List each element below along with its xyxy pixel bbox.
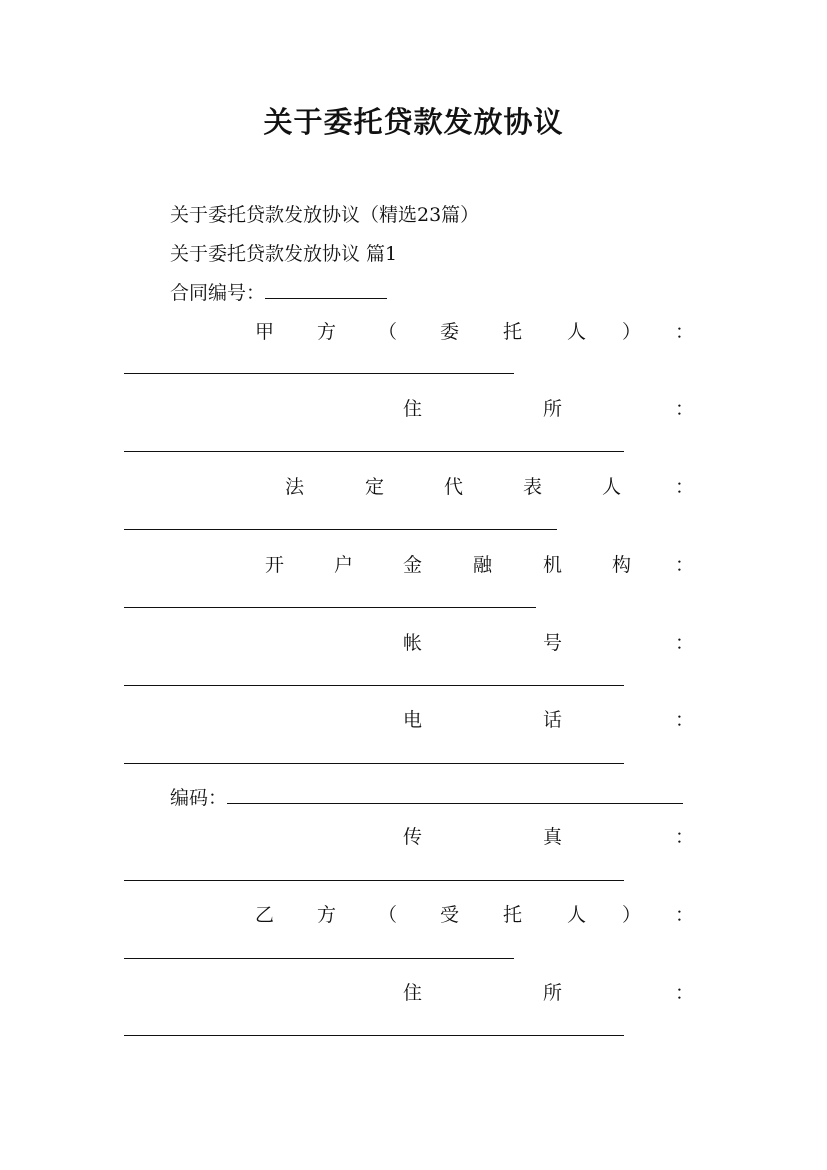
- address-a-char: 住: [403, 398, 423, 420]
- fax-char: 传: [403, 826, 423, 848]
- address-b-char: 所: [543, 982, 563, 1004]
- party-b-char: 托: [503, 904, 523, 926]
- party-a-blank[interactable]: [124, 373, 514, 374]
- address-a-colon: ：: [675, 398, 695, 420]
- section-heading: 关于委托贷款发放协议 篇1: [170, 243, 398, 265]
- party-b-char: 乙: [255, 904, 275, 926]
- account-colon: ：: [675, 632, 695, 654]
- party-b-blank[interactable]: [124, 958, 514, 959]
- contract-number-line: [170, 278, 387, 305]
- address-a-blank[interactable]: [124, 451, 624, 452]
- party-b-char: ）: [622, 904, 642, 926]
- phone-char: 话: [543, 709, 563, 731]
- postcode-blank[interactable]: [227, 785, 683, 804]
- party-a-char: 人: [567, 321, 587, 343]
- phone-blank[interactable]: [124, 763, 624, 764]
- contract-number-label: 合同编号：: [170, 282, 266, 304]
- address-b-label: [0, 978, 827, 1004]
- bank-char: 机: [543, 554, 563, 576]
- address-a-label: [0, 394, 827, 420]
- party-a-char: ）: [622, 321, 642, 343]
- party-a-colon: ：: [675, 321, 695, 343]
- account-blank[interactable]: [124, 685, 624, 686]
- party-b-char: 受: [440, 904, 460, 926]
- bank-char: 户: [334, 554, 354, 576]
- phone-char: 电: [403, 709, 423, 731]
- address-a-char: 所: [543, 398, 563, 420]
- legal-rep-blank[interactable]: [124, 529, 557, 530]
- legal-rep-label: [0, 472, 827, 498]
- fax-label: [0, 822, 827, 848]
- bank-char: 构: [612, 554, 632, 576]
- account-char: 帐: [403, 632, 423, 654]
- fax-char: 真: [543, 826, 563, 848]
- bank-char: 融: [473, 554, 493, 576]
- phone-label: [0, 705, 827, 731]
- address-b-char: 住: [403, 982, 423, 1004]
- legal-rep-char: 代: [444, 476, 464, 498]
- bank-char: 金: [403, 554, 423, 576]
- bank-label: [0, 550, 827, 576]
- fax-colon: ：: [675, 826, 695, 848]
- party-b-char: 人: [567, 904, 587, 926]
- party-a-char: 托: [503, 321, 523, 343]
- party-b-label: [0, 900, 827, 926]
- document-title: 关于委托贷款发放协议: [263, 105, 564, 139]
- fax-blank[interactable]: [124, 880, 624, 881]
- phone-colon: ：: [675, 709, 695, 731]
- address-b-colon: ：: [675, 982, 695, 1004]
- bank-char: 开: [265, 554, 285, 576]
- legal-rep-char: 法: [285, 476, 305, 498]
- account-char: 号: [543, 632, 563, 654]
- party-a-char: 方: [317, 321, 337, 343]
- legal-rep-colon: ：: [675, 476, 695, 498]
- document-subtitle: 关于委托贷款发放协议（精选23篇）: [170, 204, 480, 226]
- party-a-char: 委: [440, 321, 460, 343]
- legal-rep-char: 定: [365, 476, 385, 498]
- party-b-colon: ：: [675, 904, 695, 926]
- address-b-blank[interactable]: [124, 1035, 624, 1036]
- party-b-char: （: [378, 904, 398, 926]
- account-label: [0, 628, 827, 654]
- party-a-label: [0, 317, 827, 343]
- postcode-line: [170, 783, 683, 810]
- party-b-char: 方: [317, 904, 337, 926]
- contract-number-blank[interactable]: [265, 280, 387, 299]
- postcode-label: 编码：: [170, 787, 228, 809]
- bank-blank[interactable]: [124, 607, 536, 608]
- legal-rep-char: 表: [523, 476, 543, 498]
- bank-colon: ：: [675, 554, 695, 576]
- party-a-char: 甲: [255, 321, 275, 343]
- party-a-char: （: [378, 321, 398, 343]
- legal-rep-char: 人: [602, 476, 622, 498]
